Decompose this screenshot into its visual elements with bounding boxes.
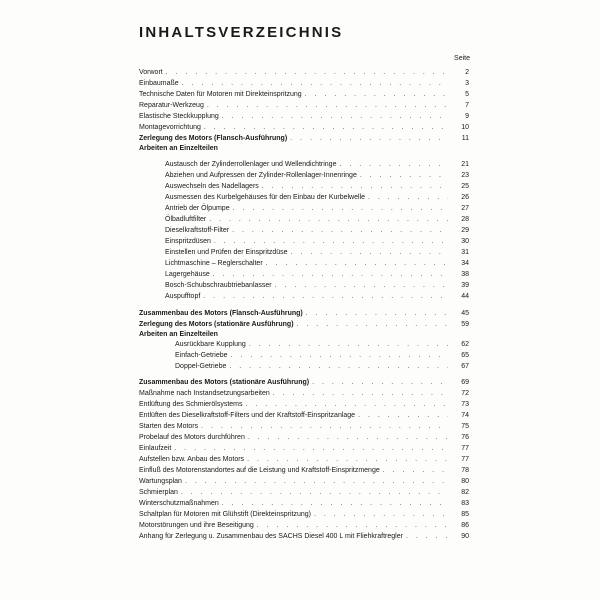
toc-entry-page: 75 (461, 423, 469, 430)
toc-entry-page: 86 (461, 522, 469, 529)
toc-entry-page: 67 (461, 363, 469, 370)
toc-entry-page: 83 (461, 500, 469, 507)
toc-entry-page: 31 (461, 249, 469, 256)
toc-entry-page: 11 (461, 135, 469, 142)
leader-dots (314, 510, 448, 520)
toc-entry-label: Einfluß des Motorenstandortes auf die Leistung und Kraftstoff-Einspritzmenge (139, 467, 380, 474)
leader-dots (231, 351, 448, 361)
leader-dots (275, 281, 448, 291)
toc-section-heading (139, 134, 469, 144)
toc-entry-page: 78 (461, 467, 469, 474)
leader-dots (383, 466, 448, 476)
toc-entry-page: 45 (461, 310, 469, 317)
toc-entry-label: Reparatur-Werkzeug (139, 102, 204, 109)
toc-entry (139, 411, 469, 421)
toc-entry-label: Motorstörungen und ihre Beseitigung (139, 522, 254, 529)
toc-entry-page: 23 (461, 172, 469, 179)
toc-entry-page: 38 (461, 271, 469, 278)
leader-dots (291, 248, 448, 258)
toc-entry (139, 101, 469, 111)
toc-section-heading (139, 309, 469, 319)
toc-entry-page: 69 (461, 379, 469, 386)
toc-entry-label: Entlüftung des Schmierölsystems (139, 401, 243, 408)
toc-entry-page: 77 (461, 456, 469, 463)
toc-entry-page: 77 (461, 445, 469, 452)
toc-entry (139, 488, 469, 498)
toc-entry-label: Arbeiten an Einzelteilen (139, 331, 218, 338)
toc-entry-page: 2 (465, 69, 469, 76)
toc-entry-label: Lichtmaschine – Reglerschalter (165, 260, 263, 267)
page-column-header: Seite (454, 55, 470, 62)
toc-entry (165, 292, 469, 302)
leader-dots (257, 521, 448, 531)
toc-subsection-heading (139, 144, 469, 154)
leader-dots (203, 292, 448, 302)
leader-dots (214, 237, 448, 247)
leader-dots (368, 193, 448, 203)
toc-entry-label: Lagergehäuse (165, 271, 210, 278)
toc-entry-page: 9 (465, 113, 469, 120)
toc-entry (139, 499, 469, 509)
toc-entry (139, 400, 469, 410)
toc-entry-label: Doppel-Getriebe (175, 363, 227, 370)
toc-entry-label: Antrieb der Ölpumpe (165, 205, 230, 212)
toc-entry (139, 532, 469, 542)
leader-dots (201, 422, 448, 432)
toc-entry-page: 72 (461, 390, 469, 397)
toc-entry-label: Einlaufzeit (139, 445, 172, 452)
toc-entry-label: Aufstellen bzw. Anbau des Motors (139, 456, 245, 463)
toc-entry (165, 248, 469, 258)
toc-entry (139, 455, 469, 465)
toc-entry-page: 28 (461, 216, 469, 223)
toc-entry (139, 521, 469, 531)
toc-entry (139, 444, 469, 454)
leader-dots (406, 532, 448, 542)
leader-dots (166, 68, 448, 78)
leader-dots (339, 160, 448, 170)
leader-dots (297, 320, 448, 330)
toc-entry (139, 112, 469, 122)
toc-entry (165, 160, 469, 170)
toc-entry-label: Abziehen und Aufpressen der Zylinder-Rollenlager-Innenringe (165, 172, 357, 179)
toc-entry-page: 5 (465, 91, 469, 98)
toc-entry (165, 270, 469, 280)
leader-dots (246, 400, 449, 410)
toc-entry-page: 90 (461, 533, 469, 540)
toc-entry-label: Zerlegung des Motors (Flansch-Ausführung) (139, 135, 288, 142)
toc-section-heading (139, 378, 469, 388)
leader-dots (232, 226, 448, 236)
toc-entry (139, 79, 469, 89)
toc-entry-page: 85 (461, 511, 469, 518)
toc-entry (139, 510, 469, 520)
leader-dots (182, 79, 448, 89)
toc-entry-label: Zerlegung des Motors (stationäre Ausführung) (139, 321, 294, 328)
leader-dots (174, 444, 448, 454)
toc-entry (175, 340, 469, 350)
toc-entry (165, 171, 469, 181)
toc-entry (165, 182, 469, 192)
toc-entry-label: Entlüften des Dieselkraftstoff-Filters und der Kraftstoff-Einspritzanlage (139, 412, 356, 419)
leader-dots (185, 477, 448, 487)
leader-dots (358, 411, 448, 421)
toc-entry-label: Ölbadluftfilter (165, 216, 207, 223)
leader-dots (249, 340, 448, 350)
leader-dots (262, 182, 448, 192)
toc-entry-label: Auswechseln des Nadellagers (165, 183, 259, 190)
toc-entry-label: Einspritzdüsen (165, 238, 211, 245)
toc-entry-label: Schaltplan für Motoren mit Glühstift (Direkteinspritzung) (139, 511, 311, 518)
toc-entry-page: 34 (461, 260, 469, 267)
toc-entry-label: Maßnahme nach Instandsetzungsarbeiten (139, 390, 270, 397)
toc-entry-label: Zusammenbau des Motors (Flansch-Ausführung) (139, 310, 303, 317)
toc-entry-label: Winterschutzmaßnahmen (139, 500, 219, 507)
toc-entry-label: Einbaumaße (139, 80, 179, 87)
toc-entry-label: Schmierplan (139, 489, 178, 496)
toc-entry (165, 226, 469, 236)
toc-entry-label: Anhang für Zerlegung u. Zusammenbau des SACHS Diesel 400 L mit Fliehkraftregler (139, 533, 403, 540)
leader-dots (213, 270, 448, 280)
toc-entry-page: 39 (461, 282, 469, 289)
toc-subsection-heading (139, 330, 469, 340)
toc-entry (165, 281, 469, 291)
toc-entry-label: Auspufftopf (165, 293, 201, 300)
toc-entry-label: Zusammenbau des Motors (stationäre Ausführung) (139, 379, 310, 386)
leader-dots (222, 499, 448, 509)
toc-entry-label: Starten des Motors (139, 423, 199, 430)
toc-entry-page: 29 (461, 227, 469, 234)
toc-entry (139, 123, 469, 133)
toc-entry (165, 215, 469, 225)
toc-entry-page: 10 (461, 124, 469, 131)
leader-dots (266, 259, 448, 269)
toc-entry-label: Ausmessen des Kurbelgehäuses für den Einbau der Kurbelwelle (165, 194, 366, 201)
toc-entry-page: 80 (461, 478, 469, 485)
toc-entry-page: 26 (461, 194, 469, 201)
leader-dots (233, 204, 448, 214)
leader-dots (290, 134, 448, 144)
toc-entry (139, 68, 469, 78)
toc-entry-page: 59 (461, 321, 469, 328)
leader-dots (247, 455, 448, 465)
toc-entry-page: 25 (461, 183, 469, 190)
toc-entry (139, 389, 469, 399)
leader-dots (204, 123, 448, 133)
toc-entry-label: Wartungsplan (139, 478, 182, 485)
leader-dots (273, 389, 448, 399)
toc-entry-label: Dieselkraftstoff-Filter (165, 227, 230, 234)
toc-entry-label: Austausch der Zylinderrollenlager und Wellendichtringe (165, 161, 337, 168)
toc-entry (139, 466, 469, 476)
toc-entry (165, 204, 469, 214)
leader-dots (181, 488, 448, 498)
toc-entry-label: Montagevorrichtung (139, 124, 201, 131)
leader-dots (222, 112, 448, 122)
leader-dots (209, 215, 448, 225)
leader-dots (305, 90, 448, 100)
toc-entry-label: Einfach-Getriebe (175, 352, 228, 359)
toc-entry-page: 3 (465, 80, 469, 87)
leader-dots (207, 101, 448, 111)
toc-entry-label: Bosch-Schubschraubtriebanlasser (165, 282, 272, 289)
toc-entry-page: 21 (461, 161, 469, 168)
toc-entry-page: 7 (465, 102, 469, 109)
toc-entry-page: 62 (461, 341, 469, 348)
page-title: INHALTSVERZEICHNIS (139, 24, 344, 41)
toc-entry (139, 477, 469, 487)
toc-entry (139, 90, 469, 100)
toc-entry-page: 27 (461, 205, 469, 212)
toc-entry-label: Technische Daten für Motoren mit Direkteinspritzung (139, 91, 302, 98)
leader-dots (229, 362, 448, 372)
toc-entry-label: Elastische Steckkupplung (139, 113, 219, 120)
toc-entry-page: 44 (461, 293, 469, 300)
toc-entry-label: Vorwort (139, 69, 163, 76)
toc-entry (165, 259, 469, 269)
toc-entry (165, 193, 469, 203)
toc-entry (165, 237, 469, 247)
toc-entry-page: 73 (461, 401, 469, 408)
toc-entry (175, 362, 469, 372)
toc-entry (139, 422, 469, 432)
toc-entry-page: 74 (461, 412, 469, 419)
toc-entry (175, 351, 469, 361)
toc-entry-label: Arbeiten an Einzelteilen (139, 145, 218, 152)
toc-entry (139, 433, 469, 443)
leader-dots (312, 378, 448, 388)
toc-entry-page: 65 (461, 352, 469, 359)
leader-dots (360, 171, 448, 181)
toc-section-heading (139, 320, 469, 330)
toc-entry-page: 82 (461, 489, 469, 496)
toc-entry-label: Probelauf des Motors durchführen (139, 434, 245, 441)
toc-entry-page: 76 (461, 434, 469, 441)
leader-dots (306, 309, 448, 319)
toc-entry-label: Ausrückbare Kupplung (175, 341, 246, 348)
toc-entry-label: Einstellen und Prüfen der Einspritzdüse (165, 249, 288, 256)
toc-entry-page: 30 (461, 238, 469, 245)
leader-dots (248, 433, 448, 443)
